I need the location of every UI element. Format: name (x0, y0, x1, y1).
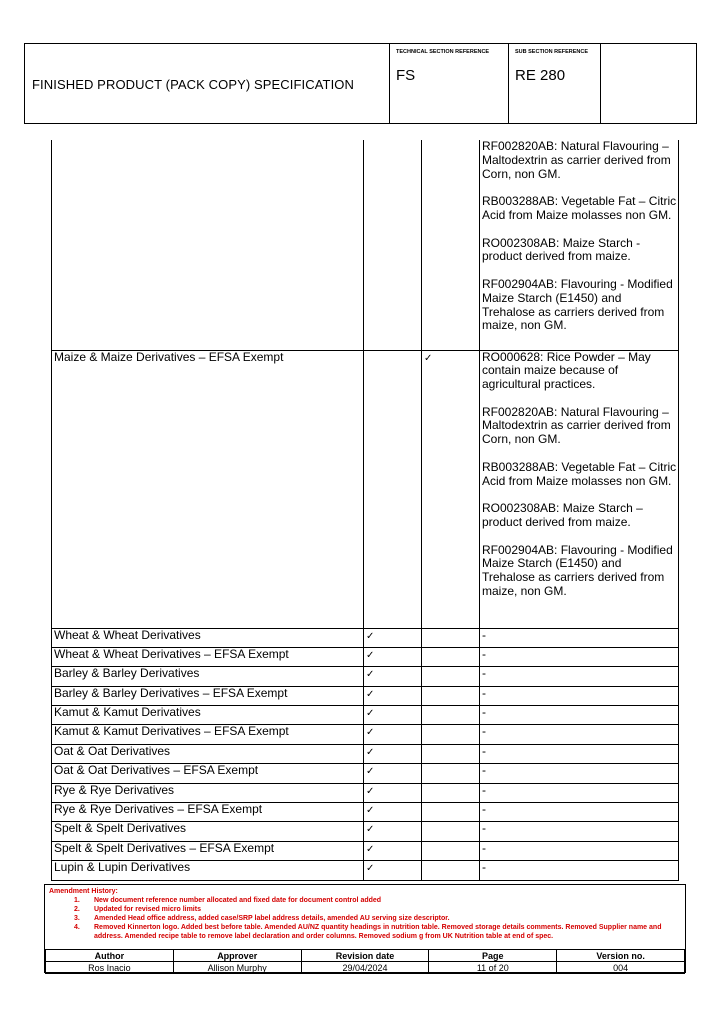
table-row (52, 667, 679, 686)
note-paragraph: RF002904AB: Flavouring - Modified Maize Starch (E1450) and Trehalose as carriers derived from maize, non GM. (482, 542, 673, 599)
table-row (52, 686, 679, 705)
amendment-item (49, 905, 681, 914)
contains-cell (364, 686, 422, 705)
amendment-history (49, 887, 681, 941)
note-paragraph: RF002904AB: Flavouring - Modified Maize Starch (E1450) and Trehalose as carriers derived from maize, non GM. (482, 276, 673, 333)
header-empty-cell (600, 44, 698, 123)
allergen-table (51, 140, 679, 881)
technical-section-value: FS (396, 67, 416, 84)
allergen-notes-cell: - (480, 783, 679, 802)
check-mark-icon: ✓ (366, 824, 375, 836)
allergen-name-cell: Maize & Maize Derivatives – EFSA Exempt (52, 350, 364, 628)
allergen-notes-cell: - (480, 861, 679, 880)
allergen-notes-cell: - (480, 647, 679, 666)
may-contain-cell (422, 803, 480, 822)
table-row (52, 841, 679, 860)
contains-cell (364, 706, 422, 725)
revision-header-cell: Approver (173, 950, 301, 962)
revision-value-row (46, 962, 685, 974)
amendment-item (49, 914, 681, 923)
allergen-notes-cell: - (480, 706, 679, 725)
table-row (52, 803, 679, 822)
allergen-notes-cell: - (480, 667, 679, 686)
check-mark-icon: ✓ (366, 863, 375, 875)
contains-cell (364, 140, 422, 350)
check-mark-icon: ✓ (366, 630, 375, 642)
revision-header-cell: Author (46, 950, 174, 962)
allergen-notes-cell: - (480, 628, 679, 647)
note-paragraph: RB003288AB: Vegetable Fat – Citric Acid from Maize molasses non GM. (482, 194, 677, 222)
table-row (52, 764, 679, 783)
sub-section-value: RE 280 (515, 67, 566, 84)
allergen-notes-cell: - (480, 686, 679, 705)
table-row (52, 861, 679, 880)
check-mark-icon: ✓ (366, 766, 375, 778)
contains-cell (364, 647, 422, 666)
allergen-notes-cell: - (480, 841, 679, 860)
amendment-number: 2. (74, 906, 80, 913)
revision-header-cell: Page (429, 950, 557, 962)
document-header (24, 43, 697, 124)
amendment-text: Updated for revised micro limits (94, 906, 201, 913)
revision-header-row (46, 950, 685, 962)
check-mark-icon: ✓ (366, 843, 375, 855)
may-contain-cell (422, 783, 480, 802)
may-contain-cell (422, 744, 480, 763)
allergen-notes-cell: - (480, 764, 679, 783)
revision-date-value: 29/04/2024 (301, 962, 429, 974)
contains-cell (364, 822, 422, 841)
technical-section-cell (389, 44, 508, 123)
table-row (52, 706, 679, 725)
contains-cell (364, 725, 422, 744)
check-mark-icon: ✓ (366, 727, 375, 739)
may-contain-cell (422, 686, 480, 705)
allergen-name-cell: Spelt & Spelt Derivatives (52, 822, 364, 841)
note-paragraph: RO000628: Rice Powder – May contain maize because of agricultural practices. (482, 349, 651, 392)
note-paragraph: RF002820AB: Natural Flavouring – Maltodextrin as carrier derived from Corn, non GM. (482, 404, 671, 447)
allergen-name-cell: Rye & Rye Derivatives (52, 783, 364, 802)
check-mark-icon: ✓ (424, 352, 433, 364)
allergen-name-cell: Wheat & Wheat Derivatives – EFSA Exempt (52, 647, 364, 666)
check-mark-icon: ✓ (366, 785, 375, 797)
may-contain-cell (422, 861, 480, 880)
check-mark-icon: ✓ (366, 669, 375, 681)
allergen-notes-cell (480, 350, 679, 628)
table-row (52, 350, 679, 628)
allergen-notes-cell: - (480, 822, 679, 841)
approver-value: Allison Murphy (173, 962, 301, 974)
note-paragraph: RO002308AB: Maize Starch - product derived from maize. (482, 235, 641, 264)
allergen-name-cell: Barley & Barley Derivatives – EFSA Exempt (52, 686, 364, 705)
allergen-name-cell: Lupin & Lupin Derivatives (52, 861, 364, 880)
table-row (52, 628, 679, 647)
revision-header-cell: Revision date (301, 950, 429, 962)
allergen-name-cell: Kamut & Kamut Derivatives – EFSA Exempt (52, 725, 364, 744)
allergen-name-cell: Barley & Barley Derivatives (52, 667, 364, 686)
may-contain-cell (422, 647, 480, 666)
table-row (52, 140, 679, 350)
document-title: FINISHED PRODUCT (PACK COPY) SPECIFICATION (32, 77, 355, 92)
contains-cell (364, 628, 422, 647)
allergen-notes-cell: - (480, 725, 679, 744)
contains-cell (364, 667, 422, 686)
may-contain-cell (422, 628, 480, 647)
contains-cell (364, 783, 422, 802)
may-contain-cell (422, 140, 480, 350)
amendment-number: 4. (74, 924, 80, 931)
may-contain-cell (422, 706, 480, 725)
sub-section-cell (508, 44, 600, 123)
check-mark-icon: ✓ (366, 649, 375, 661)
allergen-name-cell (52, 140, 364, 350)
version-number-value: 004 (557, 962, 685, 974)
allergen-name-cell: Kamut & Kamut Derivatives (52, 706, 364, 725)
contains-cell (364, 764, 422, 783)
contains-cell (364, 744, 422, 763)
allergen-notes-cell (480, 140, 679, 350)
allergen-name-cell: Rye & Rye Derivatives – EFSA Exempt (52, 803, 364, 822)
allergen-notes-cell: - (480, 803, 679, 822)
contains-cell (364, 350, 422, 628)
table-row (52, 725, 679, 744)
author-value: Ros Inacio (46, 962, 174, 974)
amendment-item (49, 923, 681, 941)
table-row (52, 783, 679, 802)
table-row (52, 647, 679, 666)
note-paragraph: RO002308AB: Maize Starch – product derived from maize. (482, 501, 643, 530)
document-footer (44, 884, 686, 973)
page-number-value: 11 of 20 (429, 962, 557, 974)
amendment-number: 3. (74, 915, 80, 922)
allergen-notes-cell: - (480, 744, 679, 763)
amendment-list (49, 896, 681, 941)
check-mark-icon: ✓ (366, 746, 375, 758)
allergen-name-cell: Oat & Oat Derivatives (52, 744, 364, 763)
may-contain-cell (422, 725, 480, 744)
allergen-name-cell: Spelt & Spelt Derivatives – EFSA Exempt (52, 841, 364, 860)
contains-cell (364, 841, 422, 860)
may-contain-cell (422, 350, 480, 628)
allergen-name-cell: Wheat & Wheat Derivatives (52, 628, 364, 647)
table-row (52, 822, 679, 841)
contains-cell (364, 861, 422, 880)
may-contain-cell (422, 667, 480, 686)
check-mark-icon: ✓ (366, 805, 375, 817)
revision-header-cell: Version no. (557, 950, 685, 962)
note-paragraph: RB003288AB: Vegetable Fat – Citric Acid from Maize molasses non GM. (482, 459, 677, 488)
allergen-name-cell: Oat & Oat Derivatives – EFSA Exempt (52, 764, 364, 783)
table-row (52, 744, 679, 763)
contains-cell (364, 803, 422, 822)
amendment-text: Removed Kinnerton logo. Added best before table. Amended AU/NZ quantity headings in nutrition table. Removed storage details comments. Removed Supplier name and address. Amended recipe table to remove label declaration and order columns. Removed sodium g from UK Nutrition table at end of spec. (94, 924, 662, 940)
may-contain-cell (422, 764, 480, 783)
amendment-number: 1. (74, 897, 80, 904)
check-mark-icon: ✓ (366, 688, 375, 700)
amendment-text: Amended Head office address, added case/SRP label address details, amended AU serving size descriptor. (94, 915, 450, 922)
note-paragraph: RF002820AB: Natural Flavouring – Maltodextrin as carrier derived from Corn, non GM. (482, 139, 671, 181)
technical-section-label: TECHNICAL SECTION REFERENCE (396, 49, 490, 55)
sub-section-label: SUB SECTION REFERENCE (515, 49, 589, 55)
may-contain-cell (422, 841, 480, 860)
amendment-text: New document reference number allocated and fixed date for document control added (94, 897, 382, 904)
amendment-history-title: Amendment History: (49, 888, 118, 895)
amendment-item (49, 896, 681, 905)
may-contain-cell (422, 822, 480, 841)
check-mark-icon: ✓ (366, 708, 375, 720)
revision-table (45, 949, 685, 974)
